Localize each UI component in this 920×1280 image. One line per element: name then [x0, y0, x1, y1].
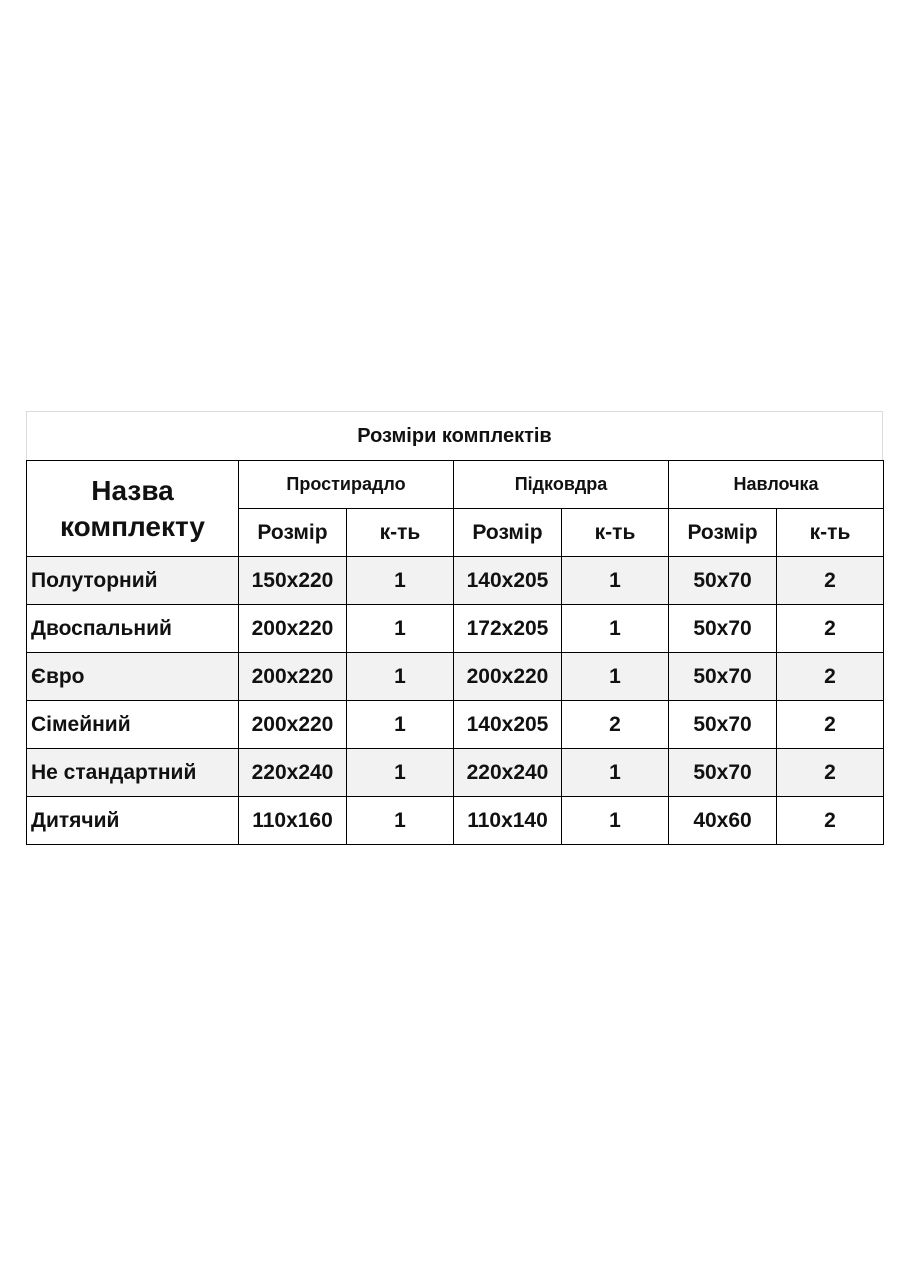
group-header-sheet: Простирадло	[239, 461, 454, 509]
pillow-qty-header: к-ть	[777, 509, 884, 557]
pillow-size: 50x70	[669, 557, 777, 605]
pillow-size-header: Розмір	[669, 509, 777, 557]
pillow-size: 40x60	[669, 797, 777, 845]
set-name: Дитячий	[27, 797, 239, 845]
set-name: Сімейний	[27, 701, 239, 749]
duvet-qty: 1	[562, 749, 669, 797]
duvet-size: 140x205	[454, 701, 562, 749]
set-name: Полуторний	[27, 557, 239, 605]
bedding-sizes-table-container	[26, 411, 883, 845]
sheet-size: 220x240	[239, 749, 347, 797]
group-header-duvet: Підковдра	[454, 461, 669, 509]
sheet-size: 110x160	[239, 797, 347, 845]
pillow-qty: 2	[777, 797, 884, 845]
duvet-qty: 2	[562, 701, 669, 749]
table-row	[27, 557, 884, 605]
table-row	[27, 605, 884, 653]
sheet-size: 200x220	[239, 605, 347, 653]
sheet-size: 200x220	[239, 701, 347, 749]
header-row-groups	[27, 461, 884, 509]
sheet-qty: 1	[347, 749, 454, 797]
table-row	[27, 653, 884, 701]
duvet-size: 110x140	[454, 797, 562, 845]
sheet-qty: 1	[347, 653, 454, 701]
table-title: Розміри комплектів	[26, 411, 883, 460]
set-name: Двоспальний	[27, 605, 239, 653]
set-name: Євро	[27, 653, 239, 701]
duvet-size: 220x240	[454, 749, 562, 797]
group-header-pillowcase: Навлочка	[669, 461, 884, 509]
sheet-qty: 1	[347, 605, 454, 653]
pillow-qty: 2	[777, 701, 884, 749]
pillow-qty: 2	[777, 605, 884, 653]
pillow-qty: 2	[777, 749, 884, 797]
sheet-qty: 1	[347, 701, 454, 749]
duvet-size-header: Розмір	[454, 509, 562, 557]
duvet-qty: 1	[562, 557, 669, 605]
table-row	[27, 701, 884, 749]
set-name-header-line2: комплекту	[60, 510, 205, 542]
set-name-header	[27, 461, 239, 557]
sheet-size: 200x220	[239, 653, 347, 701]
bedding-sizes-table	[26, 460, 884, 845]
duvet-size: 140x205	[454, 557, 562, 605]
duvet-qty: 1	[562, 653, 669, 701]
sheet-qty: 1	[347, 797, 454, 845]
sheet-size: 150x220	[239, 557, 347, 605]
duvet-qty: 1	[562, 797, 669, 845]
set-name: Не стандартний	[27, 749, 239, 797]
table-row	[27, 749, 884, 797]
pillow-size: 50x70	[669, 749, 777, 797]
duvet-size: 172x205	[454, 605, 562, 653]
sheet-size-header: Розмір	[239, 509, 347, 557]
pillow-qty: 2	[777, 653, 884, 701]
sheet-qty: 1	[347, 557, 454, 605]
pillow-qty: 2	[777, 557, 884, 605]
pillow-size: 50x70	[669, 605, 777, 653]
table-row	[27, 797, 884, 845]
pillow-size: 50x70	[669, 701, 777, 749]
set-name-header-line1: Назва	[91, 474, 174, 506]
duvet-qty-header: к-ть	[562, 509, 669, 557]
duvet-qty: 1	[562, 605, 669, 653]
duvet-size: 200x220	[454, 653, 562, 701]
sheet-qty-header: к-ть	[347, 509, 454, 557]
pillow-size: 50x70	[669, 653, 777, 701]
